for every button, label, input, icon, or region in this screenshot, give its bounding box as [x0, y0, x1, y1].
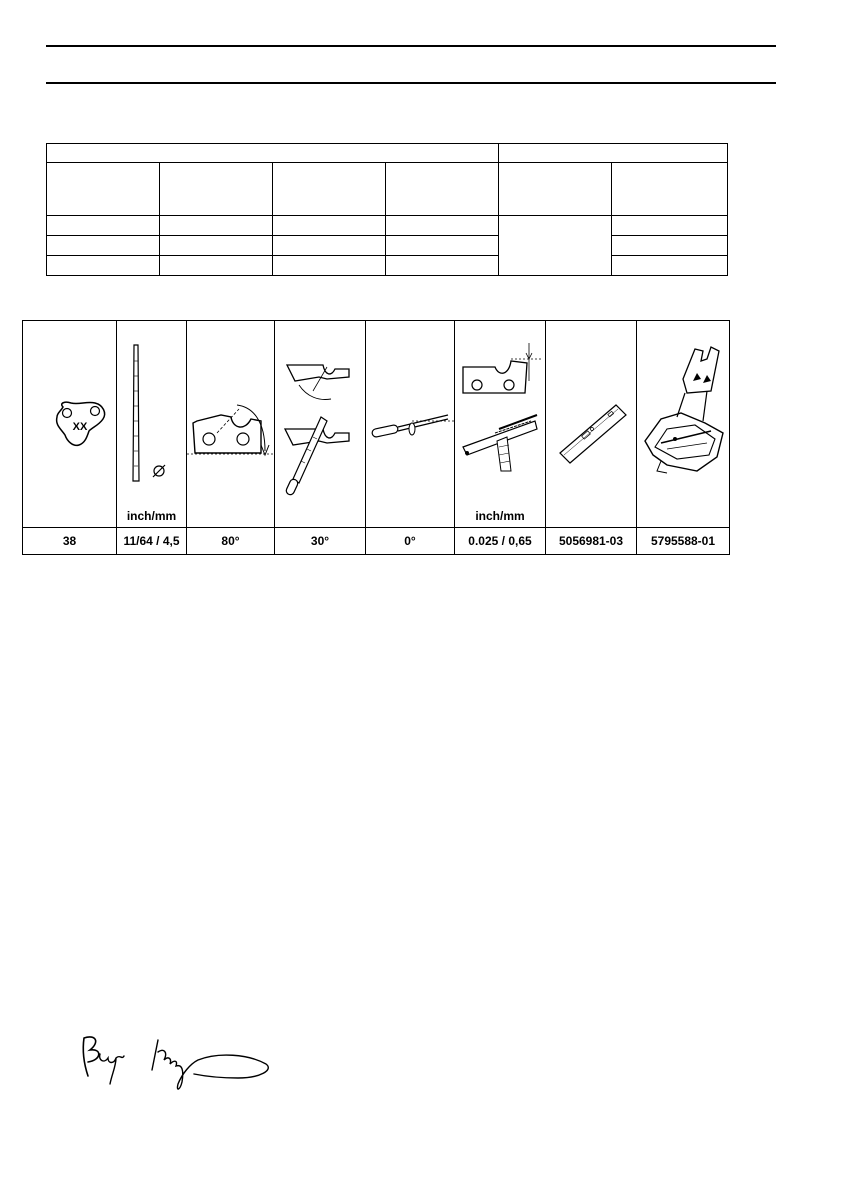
file-holder-level-icon — [366, 321, 455, 527]
value-cell: 38 — [23, 528, 117, 555]
value-cell: 0° — [366, 528, 455, 555]
spec-group-header-right — [499, 144, 728, 163]
file-diameter-unit: inch/mm — [126, 509, 177, 523]
depth-gauge-setting-icon — [455, 321, 546, 527]
file-holder-gauge-icon — [637, 321, 730, 527]
spec-col-header — [160, 163, 273, 216]
spec-col-header — [612, 163, 728, 216]
spec-cell — [47, 256, 160, 276]
spec-cell — [612, 236, 728, 256]
spec-row — [47, 236, 728, 256]
sharpening-table — [22, 320, 730, 555]
spec-merged-cell — [499, 216, 612, 276]
value-cell: 0.025 / 0,65 — [455, 528, 546, 555]
illustration-cell — [455, 321, 546, 528]
illustration-cell — [546, 321, 637, 528]
svg-text:XX: XX — [72, 421, 88, 433]
spec-cell — [612, 256, 728, 276]
spec-cell — [386, 236, 499, 256]
illustration-cell — [23, 321, 117, 528]
spec-cell — [273, 216, 386, 236]
spec-cell — [160, 216, 273, 236]
spec-cell — [612, 216, 728, 236]
spec-col-header — [47, 163, 160, 216]
depth-gauge-unit: inch/mm — [475, 509, 525, 523]
spec-cell — [386, 216, 499, 236]
spec-group-header-left — [47, 144, 499, 163]
spec-cell — [160, 236, 273, 256]
chain-link-marking-icon — [23, 321, 117, 527]
spec-cell — [386, 256, 499, 276]
spec-cell — [160, 256, 273, 276]
value-cell: 30° — [275, 528, 366, 555]
spec-col-header — [499, 163, 612, 216]
spec-cell — [47, 236, 160, 256]
illustration-cell — [275, 321, 366, 528]
header-rule-top — [46, 45, 776, 47]
chain-spec-table — [46, 143, 728, 276]
spec-row — [47, 256, 728, 276]
depth-gauge-tool-icon — [546, 321, 637, 527]
round-file-icon — [117, 321, 187, 527]
value-cell: 5056981-03 — [546, 528, 637, 555]
spec-cell — [273, 236, 386, 256]
value-cell: 11/64 / 4,5 — [117, 528, 187, 555]
signature-image — [78, 1030, 278, 1100]
illustration-cell — [637, 321, 730, 528]
illustration-cell — [117, 321, 187, 528]
value-cell: 5795588-01 — [637, 528, 730, 555]
illustration-cell — [187, 321, 275, 528]
spec-col-header — [386, 163, 499, 216]
value-cell: 80° — [187, 528, 275, 555]
spec-cell — [273, 256, 386, 276]
spec-cell — [47, 216, 160, 236]
spec-row — [47, 216, 728, 236]
spec-col-header — [273, 163, 386, 216]
top-plate-angle-icon — [187, 321, 275, 527]
file-holder-angle-icon — [275, 321, 366, 527]
header-rule-bottom — [46, 82, 776, 84]
illustration-cell — [366, 321, 455, 528]
